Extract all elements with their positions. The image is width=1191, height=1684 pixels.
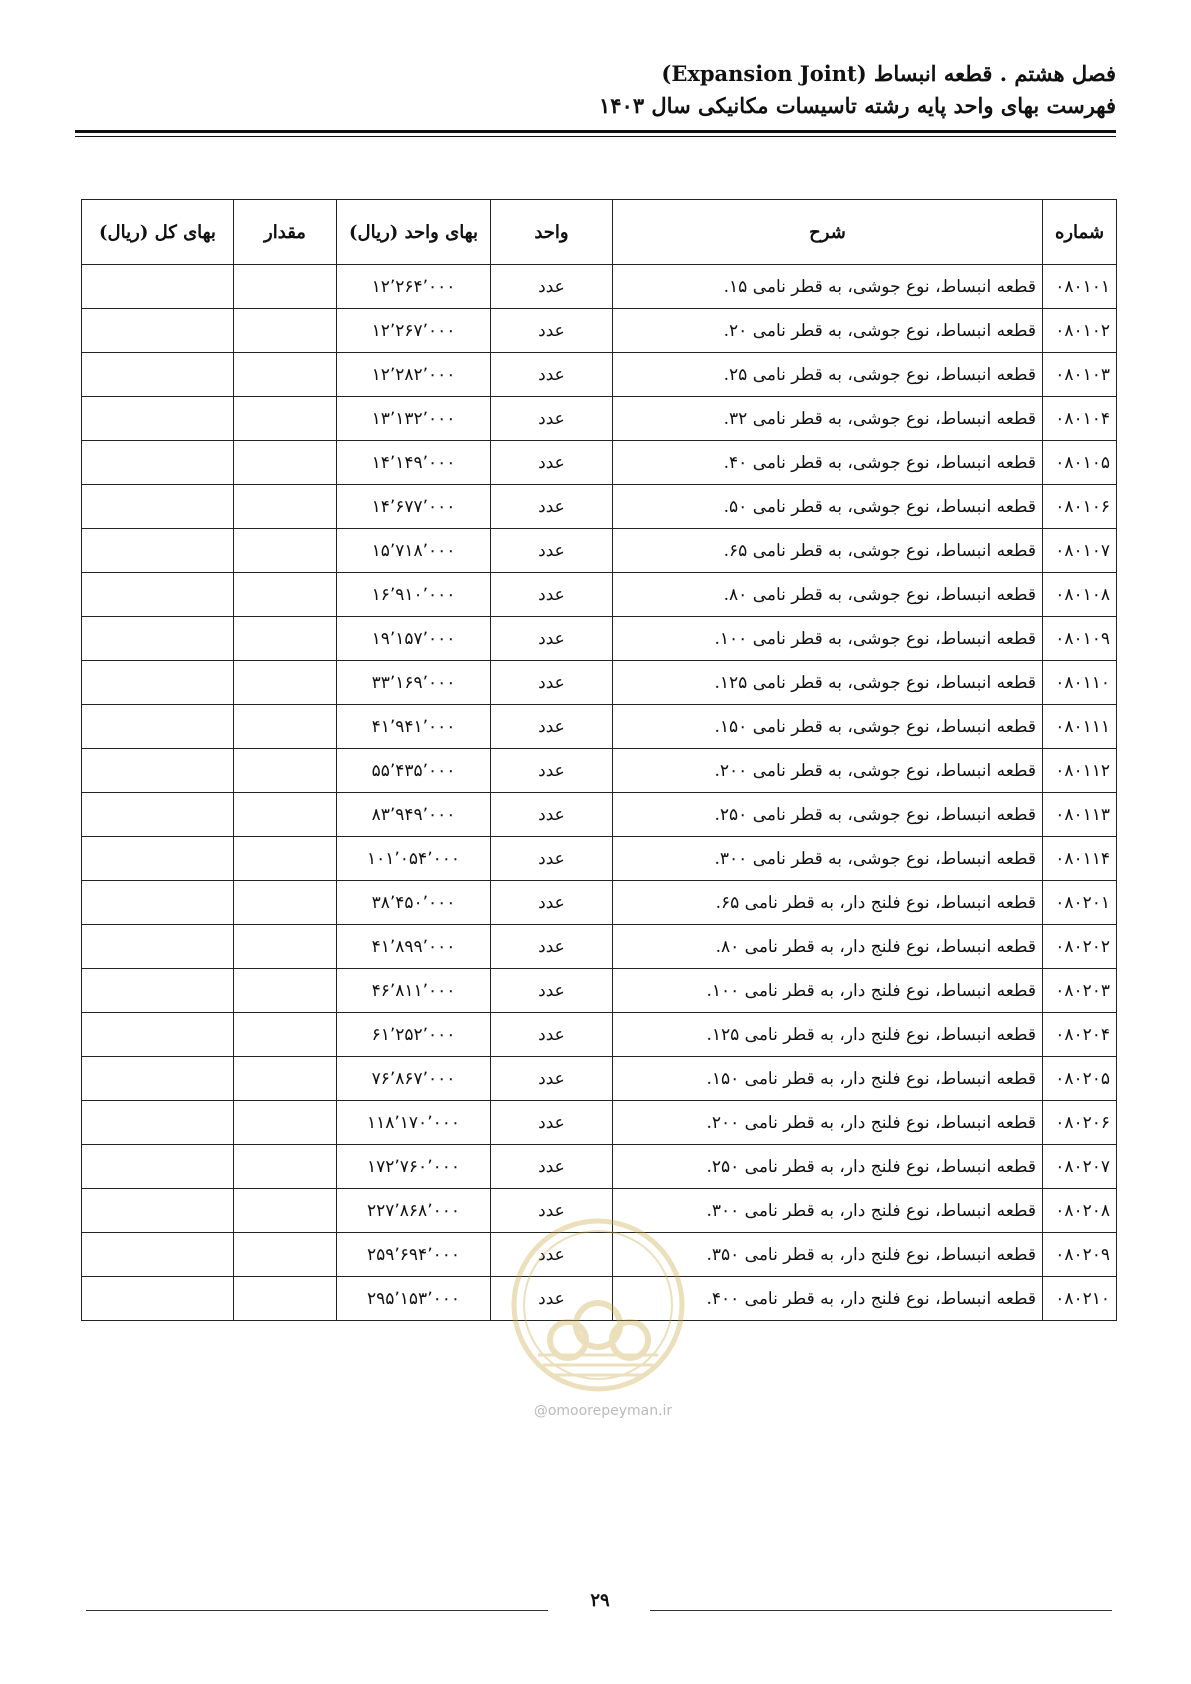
- item-number-cell: ۰۸۰۱۰۴: [1043, 397, 1117, 441]
- total-price-cell: [82, 485, 234, 529]
- description-cell: قطعه انبساط، نوع فلنج دار، به قطر نامی ۲۵۰.: [613, 1145, 1043, 1189]
- chapter-title: فصل هشتم . قطعه انبساط (Expansion Joint): [661, 61, 1116, 86]
- table-row: [82, 793, 1117, 837]
- item-number-cell: ۰۸۰۲۰۳: [1043, 969, 1117, 1013]
- quantity-cell: [234, 1233, 337, 1277]
- total-price-cell: [82, 881, 234, 925]
- description-cell: قطعه انبساط، نوع فلنج دار، به قطر نامی ۲۰۰.: [613, 1101, 1043, 1145]
- unit-price-cell: ۵۵٬۴۳۵٬۰۰۰: [337, 749, 491, 793]
- item-number-cell: ۰۸۰۱۱۴: [1043, 837, 1117, 881]
- quantity-cell: [234, 309, 337, 353]
- quantity-cell: [234, 793, 337, 837]
- item-number-cell: ۰۸۰۲۰۸: [1043, 1189, 1117, 1233]
- total-price-cell: [82, 925, 234, 969]
- unit-price-cell: ۱۲٬۲۶۴٬۰۰۰: [337, 265, 491, 309]
- unit-price-cell: ۱۰۱٬۰۵۴٬۰۰۰: [337, 837, 491, 881]
- item-number-cell: ۰۸۰۱۱۱: [1043, 705, 1117, 749]
- unit-price-cell: ۱۶٬۹۱۰٬۰۰۰: [337, 573, 491, 617]
- item-number-cell: ۰۸۰۱۰۷: [1043, 529, 1117, 573]
- item-number-cell: ۰۸۰۱۱۲: [1043, 749, 1117, 793]
- quantity-cell: [234, 1057, 337, 1101]
- total-price-cell: [82, 573, 234, 617]
- description-cell: قطعه انبساط، نوع جوشی، به قطر نامی ۱۵۰.: [613, 705, 1043, 749]
- quantity-cell: [234, 529, 337, 573]
- total-price-cell: [82, 441, 234, 485]
- description-cell: قطعه انبساط، نوع جوشی، به قطر نامی ۲۰۰.: [613, 749, 1043, 793]
- col-header-total-price: بهای کل (ریال): [82, 200, 234, 265]
- unit-cell: عدد: [491, 1233, 613, 1277]
- header-rule-thin: [75, 136, 1116, 137]
- quantity-cell: [234, 265, 337, 309]
- description-cell: قطعه انبساط، نوع جوشی، به قطر نامی ۳۲.: [613, 397, 1043, 441]
- table-row: [82, 969, 1117, 1013]
- item-number-cell: ۰۸۰۲۰۷: [1043, 1145, 1117, 1189]
- total-price-cell: [82, 1277, 234, 1321]
- unit-cell: عدد: [491, 617, 613, 661]
- unit-cell: عدد: [491, 837, 613, 881]
- total-price-cell: [82, 705, 234, 749]
- table-row: [82, 705, 1117, 749]
- table-row: [82, 1145, 1117, 1189]
- total-price-cell: [82, 265, 234, 309]
- table-row: [82, 309, 1117, 353]
- total-price-cell: [82, 529, 234, 573]
- total-price-cell: [82, 749, 234, 793]
- quantity-cell: [234, 353, 337, 397]
- total-price-cell: [82, 617, 234, 661]
- description-cell: قطعه انبساط، نوع جوشی، به قطر نامی ۱۲۵.: [613, 661, 1043, 705]
- item-number-cell: ۰۸۰۱۰۱: [1043, 265, 1117, 309]
- unit-price-cell: ۱۵٬۷۱۸٬۰۰۰: [337, 529, 491, 573]
- unit-price-cell: ۸۳٬۹۴۹٬۰۰۰: [337, 793, 491, 837]
- unit-cell: عدد: [491, 1277, 613, 1321]
- unit-cell: عدد: [491, 265, 613, 309]
- item-number-cell: ۰۸۰۱۰۲: [1043, 309, 1117, 353]
- table-header-row: [82, 200, 1117, 265]
- total-price-cell: [82, 1101, 234, 1145]
- unit-price-cell: ۳۸٬۴۵۰٬۰۰۰: [337, 881, 491, 925]
- table-row: [82, 441, 1117, 485]
- total-price-cell: [82, 309, 234, 353]
- description-cell: قطعه انبساط، نوع جوشی، به قطر نامی ۲۵۰.: [613, 793, 1043, 837]
- unit-price-cell: ۶۱٬۲۵۲٬۰۰۰: [337, 1013, 491, 1057]
- description-cell: قطعه انبساط، نوع جوشی، به قطر نامی ۶۵.: [613, 529, 1043, 573]
- table-row: [82, 1057, 1117, 1101]
- table-row: [82, 1101, 1117, 1145]
- unit-cell: عدد: [491, 749, 613, 793]
- table-row: [82, 1013, 1117, 1057]
- total-price-cell: [82, 1189, 234, 1233]
- col-header-unit: واحد: [491, 200, 613, 265]
- description-cell: قطعه انبساط، نوع جوشی، به قطر نامی ۵۰.: [613, 485, 1043, 529]
- unit-price-cell: ۱۷۲٬۷۶۰٬۰۰۰: [337, 1145, 491, 1189]
- total-price-cell: [82, 793, 234, 837]
- table-row: [82, 617, 1117, 661]
- unit-cell: عدد: [491, 881, 613, 925]
- description-cell: قطعه انبساط، نوع جوشی، به قطر نامی ۲۰.: [613, 309, 1043, 353]
- quantity-cell: [234, 397, 337, 441]
- unit-cell: عدد: [491, 1145, 613, 1189]
- price-table: [81, 199, 1117, 1321]
- total-price-cell: [82, 1013, 234, 1057]
- item-number-cell: ۰۸۰۱۰۵: [1043, 441, 1117, 485]
- unit-price-cell: ۱۹٬۱۵۷٬۰۰۰: [337, 617, 491, 661]
- item-number-cell: ۰۸۰۲۰۶: [1043, 1101, 1117, 1145]
- quantity-cell: [234, 881, 337, 925]
- table-row: [82, 573, 1117, 617]
- item-number-cell: ۰۸۰۲۰۱: [1043, 881, 1117, 925]
- description-cell: قطعه انبساط، نوع فلنج دار، به قطر نامی ۶۵.: [613, 881, 1043, 925]
- item-number-cell: ۰۸۰۲۰۹: [1043, 1233, 1117, 1277]
- unit-cell: عدد: [491, 485, 613, 529]
- unit-cell: عدد: [491, 1189, 613, 1233]
- description-cell: قطعه انبساط، نوع جوشی، به قطر نامی ۱۰۰.: [613, 617, 1043, 661]
- unit-price-cell: ۴۶٬۸۱۱٬۰۰۰: [337, 969, 491, 1013]
- unit-price-cell: ۷۶٬۸۶۷٬۰۰۰: [337, 1057, 491, 1101]
- total-price-cell: [82, 1145, 234, 1189]
- description-cell: قطعه انبساط، نوع فلنج دار، به قطر نامی ۱۵۰.: [613, 1057, 1043, 1101]
- description-cell: قطعه انبساط، نوع جوشی، به قطر نامی ۳۰۰.: [613, 837, 1043, 881]
- unit-cell: عدد: [491, 309, 613, 353]
- item-number-cell: ۰۸۰۲۰۲: [1043, 925, 1117, 969]
- footer-rule-right: [650, 1610, 1112, 1611]
- table-row: [82, 837, 1117, 881]
- header-rule-thick: [75, 130, 1116, 133]
- unit-price-cell: ۱۱۸٬۱۷۰٬۰۰۰: [337, 1101, 491, 1145]
- table-row: [82, 353, 1117, 397]
- unit-price-cell: ۱۲٬۲۸۲٬۰۰۰: [337, 353, 491, 397]
- quantity-cell: [234, 441, 337, 485]
- col-header-unit-price: بهای واحد (ریال): [337, 200, 491, 265]
- unit-price-cell: ۲۹۵٬۱۵۳٬۰۰۰: [337, 1277, 491, 1321]
- description-cell: قطعه انبساط، نوع جوشی، به قطر نامی ۲۵.: [613, 353, 1043, 397]
- description-cell: قطعه انبساط، نوع جوشی، به قطر نامی ۴۰.: [613, 441, 1043, 485]
- unit-price-cell: ۲۲۷٬۸۶۸٬۰۰۰: [337, 1189, 491, 1233]
- description-cell: قطعه انبساط، نوع فلنج دار، به قطر نامی ۳۰۰.: [613, 1189, 1043, 1233]
- watermark-url: @omoorepeyman.ir: [533, 1403, 673, 1419]
- item-number-cell: ۰۸۰۲۰۴: [1043, 1013, 1117, 1057]
- unit-cell: عدد: [491, 529, 613, 573]
- footer-rule-left: [86, 1610, 548, 1611]
- table-row: [82, 661, 1117, 705]
- quantity-cell: [234, 705, 337, 749]
- total-price-cell: [82, 837, 234, 881]
- quantity-cell: [234, 1145, 337, 1189]
- total-price-cell: [82, 969, 234, 1013]
- quantity-cell: [234, 485, 337, 529]
- unit-cell: عدد: [491, 925, 613, 969]
- description-cell: قطعه انبساط، نوع جوشی، به قطر نامی ۸۰.: [613, 573, 1043, 617]
- description-cell: قطعه انبساط، نوع فلنج دار، به قطر نامی ۳۵۰.: [613, 1233, 1043, 1277]
- unit-cell: عدد: [491, 705, 613, 749]
- quantity-cell: [234, 969, 337, 1013]
- table-row: [82, 397, 1117, 441]
- document-title: فهرست بهای واحد پایه رشته تاسیسات مکانیکی سال ۱۴۰۳: [598, 93, 1116, 118]
- quantity-cell: [234, 661, 337, 705]
- unit-cell: عدد: [491, 1057, 613, 1101]
- quantity-cell: [234, 573, 337, 617]
- unit-price-cell: ۱۴٬۶۷۷٬۰۰۰: [337, 485, 491, 529]
- description-cell: قطعه انبساط، نوع فلنج دار، به قطر نامی ۴۰۰.: [613, 1277, 1043, 1321]
- unit-price-cell: ۴۱٬۹۴۱٬۰۰۰: [337, 705, 491, 749]
- table-row: [82, 265, 1117, 309]
- unit-cell: عدد: [491, 793, 613, 837]
- unit-cell: عدد: [491, 441, 613, 485]
- quantity-cell: [234, 749, 337, 793]
- page-header: [66, 58, 1116, 122]
- item-number-cell: ۰۸۰۲۰۵: [1043, 1057, 1117, 1101]
- item-number-cell: ۰۸۰۱۰۸: [1043, 573, 1117, 617]
- unit-cell: عدد: [491, 1101, 613, 1145]
- quantity-cell: [234, 925, 337, 969]
- total-price-cell: [82, 661, 234, 705]
- description-cell: قطعه انبساط، نوع فلنج دار، به قطر نامی ۱۰۰.: [613, 969, 1043, 1013]
- col-header-quantity: مقدار: [234, 200, 337, 265]
- unit-cell: عدد: [491, 661, 613, 705]
- col-header-description: شرح: [613, 200, 1043, 265]
- quantity-cell: [234, 617, 337, 661]
- unit-price-cell: ۱۴٬۱۴۹٬۰۰۰: [337, 441, 491, 485]
- unit-cell: عدد: [491, 353, 613, 397]
- item-number-cell: ۰۸۰۱۱۳: [1043, 793, 1117, 837]
- unit-price-cell: ۱۳٬۱۳۲٬۰۰۰: [337, 397, 491, 441]
- description-cell: قطعه انبساط، نوع جوشی، به قطر نامی ۱۵.: [613, 265, 1043, 309]
- quantity-cell: [234, 1013, 337, 1057]
- item-number-cell: ۰۸۰۲۱۰: [1043, 1277, 1117, 1321]
- item-number-cell: ۰۸۰۱۰۹: [1043, 617, 1117, 661]
- table-row: [82, 529, 1117, 573]
- description-cell: قطعه انبساط، نوع فلنج دار، به قطر نامی ۱۲۵.: [613, 1013, 1043, 1057]
- item-number-cell: ۰۸۰۱۱۰: [1043, 661, 1117, 705]
- total-price-cell: [82, 1233, 234, 1277]
- watermark-logo: [508, 1215, 688, 1395]
- quantity-cell: [234, 837, 337, 881]
- item-number-cell: ۰۸۰۱۰۳: [1043, 353, 1117, 397]
- unit-cell: عدد: [491, 969, 613, 1013]
- unit-price-cell: ۱۲٬۲۶۷٬۰۰۰: [337, 309, 491, 353]
- table-row: [82, 485, 1117, 529]
- description-cell: قطعه انبساط، نوع فلنج دار، به قطر نامی ۸۰.: [613, 925, 1043, 969]
- quantity-cell: [234, 1277, 337, 1321]
- unit-cell: عدد: [491, 573, 613, 617]
- total-price-cell: [82, 397, 234, 441]
- quantity-cell: [234, 1189, 337, 1233]
- unit-cell: عدد: [491, 1013, 613, 1057]
- item-number-cell: ۰۸۰۱۰۶: [1043, 485, 1117, 529]
- unit-price-cell: ۳۳٬۱۶۹٬۰۰۰: [337, 661, 491, 705]
- table-row: [82, 881, 1117, 925]
- table-row: [82, 749, 1117, 793]
- quantity-cell: [234, 1101, 337, 1145]
- total-price-cell: [82, 353, 234, 397]
- table-row: [82, 925, 1117, 969]
- total-price-cell: [82, 1057, 234, 1101]
- unit-price-cell: ۲۵۹٬۶۹۴٬۰۰۰: [337, 1233, 491, 1277]
- col-header-number: شماره: [1043, 200, 1117, 265]
- unit-price-cell: ۴۱٬۸۹۹٬۰۰۰: [337, 925, 491, 969]
- unit-cell: عدد: [491, 397, 613, 441]
- page-number: ۲۹: [590, 1590, 610, 1611]
